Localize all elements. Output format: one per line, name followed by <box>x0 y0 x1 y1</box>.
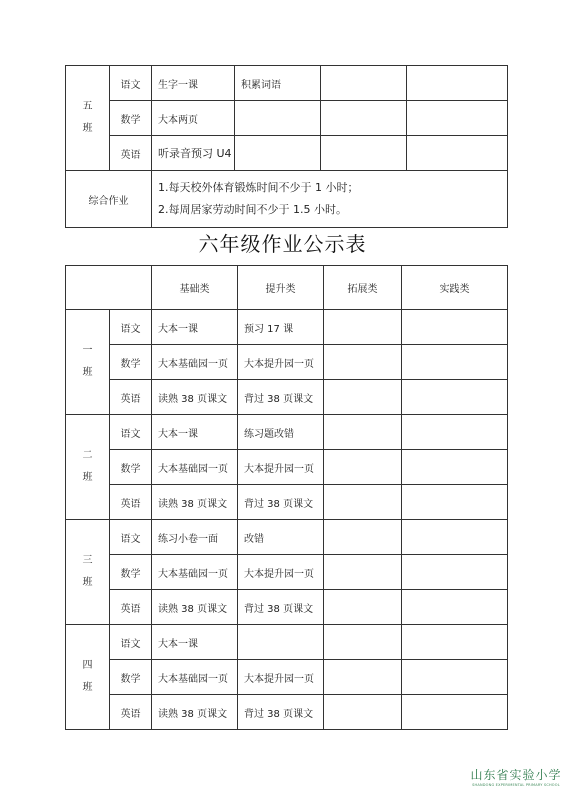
improve-cell: 大本提升园一页 <box>238 660 324 695</box>
subject-cell: 数学 <box>110 345 152 380</box>
improve-cell: 大本提升园一页 <box>238 345 324 380</box>
school-name-en: SHANDONG EXPERIMENTAL PRIMARY SCHOOL <box>472 783 560 787</box>
practice-cell <box>402 310 508 345</box>
improve-cell <box>235 101 321 136</box>
comprehensive-label: 综合作业 <box>66 171 152 228</box>
practice-cell <box>402 520 508 555</box>
basic-cell: 听录音预习 U4 <box>152 136 235 171</box>
table-row <box>66 520 508 555</box>
school-name-cn: 山东省实验小学 <box>470 768 562 782</box>
extend-cell <box>324 310 402 345</box>
comprehensive-line: 2.每周居家劳动时间不少于 1.5 小时。 <box>158 203 347 216</box>
improve-cell <box>238 625 324 660</box>
table-row <box>66 345 508 380</box>
practice-cell <box>407 136 508 171</box>
basic-cell: 大本一课 <box>152 625 238 660</box>
basic-cell: 大本基础园一页 <box>152 555 238 590</box>
subject-cell: 英语 <box>110 136 152 171</box>
class-label: 二 班 <box>66 415 110 520</box>
extend-cell <box>321 136 407 171</box>
header-row <box>66 266 508 310</box>
extend-cell <box>324 485 402 520</box>
class-label: 三 班 <box>66 520 110 625</box>
subject-cell: 数学 <box>110 101 152 136</box>
extend-cell <box>324 520 402 555</box>
header-basic: 基础类 <box>152 266 238 310</box>
subject-cell: 语文 <box>110 66 152 101</box>
improve-cell: 大本提升园一页 <box>238 555 324 590</box>
school-logo <box>468 766 564 787</box>
extend-cell <box>324 415 402 450</box>
extend-cell <box>324 625 402 660</box>
improve-cell: 练习题改错 <box>238 415 324 450</box>
subject-cell: 语文 <box>110 415 152 450</box>
basic-cell: 大本基础园一页 <box>152 345 238 380</box>
practice-cell <box>407 66 508 101</box>
table-row <box>66 695 508 730</box>
table-row <box>66 625 508 660</box>
basic-cell: 大本一课 <box>152 415 238 450</box>
table-row <box>66 310 508 345</box>
basic-cell: 读熟 38 页课文 <box>152 380 238 415</box>
table-row <box>66 380 508 415</box>
subject-cell: 语文 <box>110 310 152 345</box>
class-label: 五 班 <box>66 66 110 171</box>
subject-cell: 英语 <box>110 590 152 625</box>
practice-cell <box>402 485 508 520</box>
extend-cell <box>321 66 407 101</box>
extend-cell <box>324 380 402 415</box>
practice-cell <box>402 625 508 660</box>
improve-cell: 背过 38 页课文 <box>238 485 324 520</box>
comprehensive-line: 1.每天校外体育锻炼时间不少于 1 小时； <box>158 181 359 194</box>
basic-cell: 生字一课 <box>152 66 235 101</box>
extend-cell <box>324 450 402 485</box>
header-corner <box>66 266 152 310</box>
page-title: 六年级作业公示表 <box>198 232 367 256</box>
improve-cell: 背过 38 页课文 <box>238 380 324 415</box>
improve-cell: 大本提升园一页 <box>238 450 324 485</box>
basic-cell: 大本一课 <box>152 310 238 345</box>
subject-cell: 数学 <box>110 555 152 590</box>
class-label: 四 班 <box>66 625 110 730</box>
table-row <box>66 415 508 450</box>
practice-cell <box>402 555 508 590</box>
basic-cell: 大本基础园一页 <box>152 450 238 485</box>
table-row <box>66 660 508 695</box>
table-row <box>66 485 508 520</box>
improve-cell: 预习 17 课 <box>238 310 324 345</box>
table-row <box>66 450 508 485</box>
practice-cell <box>402 450 508 485</box>
comprehensive-text <box>152 171 508 228</box>
practice-cell <box>402 660 508 695</box>
improve-cell: 积累词语 <box>235 66 321 101</box>
practice-cell <box>402 695 508 730</box>
practice-cell <box>407 101 508 136</box>
basic-cell: 大本两页 <box>152 101 235 136</box>
subject-cell: 语文 <box>110 625 152 660</box>
basic-cell: 读熟 38 页课文 <box>152 695 238 730</box>
header-improve: 提升类 <box>238 266 324 310</box>
table-row <box>66 555 508 590</box>
basic-cell: 练习小卷一面 <box>152 520 238 555</box>
basic-cell: 读熟 38 页课文 <box>152 485 238 520</box>
improve-cell: 背过 38 页课文 <box>238 590 324 625</box>
sixth-grade-table <box>65 265 508 730</box>
extend-cell <box>324 660 402 695</box>
extend-cell <box>324 695 402 730</box>
practice-cell <box>402 415 508 450</box>
header-extend: 拓展类 <box>324 266 402 310</box>
basic-cell: 大本基础园一页 <box>152 660 238 695</box>
table-row <box>66 590 508 625</box>
subject-cell: 数学 <box>110 660 152 695</box>
extend-cell <box>324 590 402 625</box>
subject-cell: 英语 <box>110 695 152 730</box>
practice-cell <box>402 590 508 625</box>
subject-cell: 英语 <box>110 485 152 520</box>
class-label: 一 班 <box>66 310 110 415</box>
practice-cell <box>402 345 508 380</box>
basic-cell: 读熟 38 页课文 <box>152 590 238 625</box>
header-practice: 实践类 <box>402 266 508 310</box>
extend-cell <box>321 101 407 136</box>
extend-cell <box>324 345 402 380</box>
subject-cell: 语文 <box>110 520 152 555</box>
practice-cell <box>402 380 508 415</box>
improve-cell: 背过 38 页课文 <box>238 695 324 730</box>
fifth-class-table <box>65 65 508 228</box>
subject-cell: 数学 <box>110 450 152 485</box>
subject-cell: 英语 <box>110 380 152 415</box>
improve-cell: 改错 <box>238 520 324 555</box>
improve-cell <box>235 136 321 171</box>
extend-cell <box>324 555 402 590</box>
